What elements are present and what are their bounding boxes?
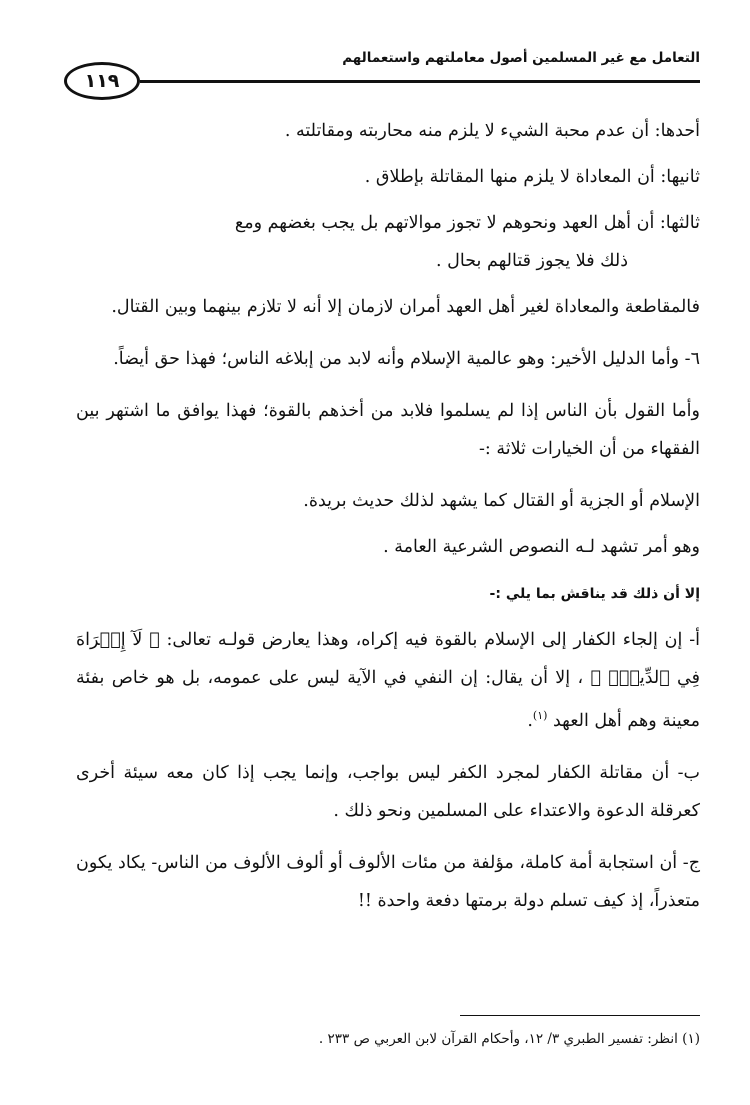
paragraph-force-opinion: وأما القول بأن الناس إذا لم يسلموا فلابد من أخذهم بالقوة؛ فهذا يوافق ما اشتهر بين الفقهاء من أن الخيارات ثلاثة :- xyxy=(76,401,700,459)
footnote: (١) انظر: تفسير الطبري ٣/ ١٢، وأحكام القرآن لابن العربي ص ٢٣٣ . xyxy=(318,1031,700,1047)
body-text xyxy=(76,112,700,934)
running-title: التعامل مع غير المسلمين أصول معاملتهم واستعمالهم xyxy=(342,50,700,66)
paragraph-discussion-heading xyxy=(76,574,700,613)
footnote-reference: (١) xyxy=(532,709,548,722)
paragraph-first-point: أحدها: أن عدم محبة الشيء لا يلزم منه محاربته ومقاتلته . xyxy=(284,121,700,141)
paragraph-point-b: ب- أن مقاتلة الكفار لمجرد الكفر ليس بواجب، وإنما يجب إذا كان معه سيئة أخرى كعرقلة الدعوة والاعتداء على المسلمين ونحو ذلك . xyxy=(76,762,700,821)
paragraph-three-options: الإسلام أو الجزية أو القتال كما يشهد لذلك حديث بريدة. xyxy=(303,491,700,511)
header-rule xyxy=(140,80,700,83)
point-a-end: . xyxy=(527,710,533,731)
paragraph-conclusion: فالمقاطعة والمعاداة لغير أهل العهد أمران لازمان إلا أنه لا تلازم بينهما وبين القتال. xyxy=(111,297,700,317)
footnote-separator xyxy=(460,1015,700,1016)
paragraph-second-point: ثانيها: أن المعاداة لا يلزم منها المقاتلة بإطلاق . xyxy=(364,167,700,187)
paragraph-point-c: ج- أن استجابة أمة كاملة، مؤلفة من مئات الألوف أو ألوف الألوف من الناس- يكاد يكون متعذراً، إذ كيف تسلم دولة برمتها دفعة واحدة !! xyxy=(76,852,700,911)
discussion-heading: إلا أن ذلك قد يناقش بما يلي :- xyxy=(489,586,700,602)
page-number-badge xyxy=(64,62,140,100)
point-a-text: أ- إن إلجاء الكفار إلى الإسلام بالقوة فيه إكراه، وهذا يعارض قولـه تعالى: ﴿ لَآ إِكۡرَاهَ فِي ٱلدِّينِۖ ﴾ ، إلا أن يقال: إن النفي في الآية ليس على عمومه، بل هو خاص بفئة معينة وهم أهل العهد xyxy=(76,630,700,731)
page-header xyxy=(64,48,700,100)
paragraph-sixth-evidence: ٦- وأما الدليل الأخير: وهو عالمية الإسلام وأنه لابد من إبلاغه الناس؛ فهذا حق أيضاً. xyxy=(113,349,700,369)
third-point-line-1: ثالثها: أن أهل العهد ونحوهم لا تجوز موالاتهم بل يجب بغضهم ومع xyxy=(234,213,700,233)
page-number: ١١٩ xyxy=(84,70,120,92)
paragraph-third-point xyxy=(76,204,700,280)
paragraph-texts-support: وهو أمر تشهد لـه النصوص الشرعية العامة . xyxy=(383,537,700,557)
third-point-line-2: ذلك فلا يجوز قتالهم بحال . xyxy=(436,251,628,271)
paragraph-point-a xyxy=(76,621,700,740)
